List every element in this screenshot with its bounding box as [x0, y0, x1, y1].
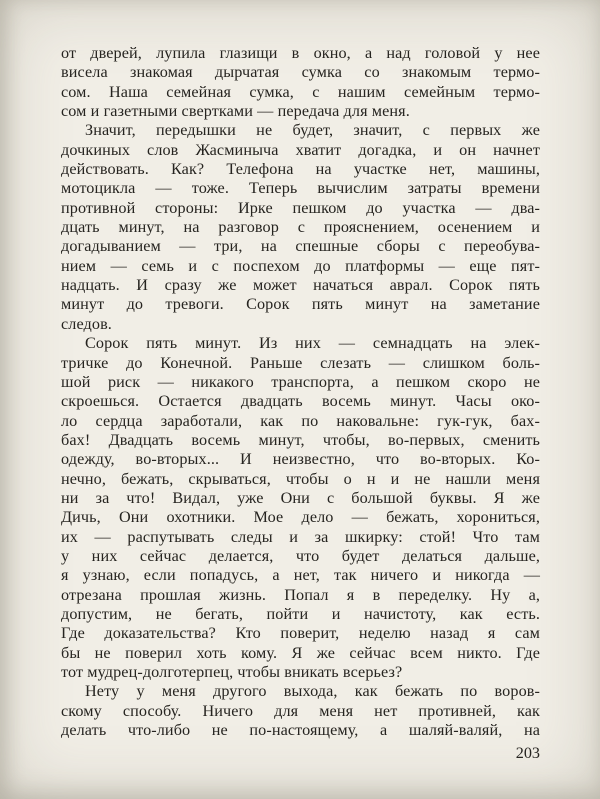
text-line: действовать. Как? Телефона на участке нет, машины,	[61, 160, 540, 179]
text-line: скроешься. Остается двадцать восемь минут. Часы око-	[61, 392, 540, 411]
text-line: Значит, передышки не будет, значит, с первых же	[85, 121, 540, 140]
page-number: 203	[515, 744, 540, 762]
text-line: ло сердца заработали, как по наковальне: гук-гук, бах-	[61, 411, 540, 430]
text-line: у них сейчас делается, что будет делаться дальше,	[61, 546, 540, 565]
paragraph	[61, 682, 540, 740]
text-line: тот мудрец-долготерпец, чтобы вникать всерьез?	[61, 663, 403, 681]
text-line: ни за что! Видал, уже Они с большой буквы. Я же	[61, 488, 540, 507]
text-line: сом. Наша семейная сумка, с нашим семейным термо-	[61, 82, 540, 101]
text-line: следов.	[61, 314, 112, 333]
text-line: одежду, во-вторых... И неизвестно, что во-вторых. Ко-	[61, 450, 540, 469]
text-line: Дичь, Они охотники. Мое дело — бежать, хорониться,	[61, 508, 540, 527]
text-line: дочкиных слов Жасминыча хватит догадка, и он начнет	[61, 140, 540, 159]
text-line: дцать минут, на разговор с прояснением, осенением и	[61, 218, 540, 237]
text-line: нечно, бежать, скрываться, чтобы о н и не нашли меня	[61, 469, 540, 488]
text-line: противной стороны: Ирке пешком до участка — два-	[61, 198, 540, 217]
text-line: отрезана прошлая жизнь. Попал я в переделку. Ну а,	[61, 585, 540, 604]
text-line: делать что-либо не по-настоящему, а шаляй-валяй, на	[61, 721, 540, 740]
text-line: от дверей, лупила глазищи в окно, а над головой у нее	[61, 44, 540, 62]
text-line: Где доказательства? Кто поверит, неделю назад я сам	[61, 624, 540, 643]
text-line: бы не поверил хоть кому. Я же сейчас всем никто. Где	[61, 643, 540, 662]
text-line: тричке до Конечной. Раньше слезать — слишком боль-	[61, 353, 540, 372]
text-line: я узнаю, если попадусь, а нет, так ничего и никогда —	[61, 566, 540, 585]
paragraph	[61, 121, 540, 334]
text-line: надцать. И сразу же может начаться аврал. Сорок пять	[61, 276, 540, 295]
text-block	[61, 44, 540, 740]
text-line: висела знакомая дырчатая сумка со знакомым термо-	[61, 63, 540, 82]
text-line: бах! Двадцать восемь минут, чтобы, во-первых, сменить	[61, 430, 540, 449]
text-line: нием — семь и с поспехом до платформы — еще пят-	[61, 256, 540, 275]
text-line: мотоцикла — тоже. Теперь вычислим затраты времени	[61, 179, 540, 198]
text-line: минут до тревоги. Сорок пять минут на заметание	[61, 295, 540, 314]
text-line: Нету у меня другого выхода, как бежать по воров-	[85, 682, 540, 701]
paragraph	[61, 44, 540, 121]
text-line: шой риск — никакого транспорта, а пешком скоро не	[61, 372, 540, 391]
text-line: Сорок пять минут. Из них — семнадцать на элек-	[85, 334, 540, 353]
text-line: догадыванием — три, на спешные сборы с переобува-	[61, 237, 540, 256]
paragraph	[61, 334, 540, 682]
text-line: их — распутывать следы и за шкирку: стой! Что там	[61, 527, 540, 546]
text-line: допустим, не бегать, пойти и начистоту, как есть.	[61, 604, 540, 623]
text-line: скому способу. Ничего для меня нет противней, как	[61, 701, 540, 720]
text-line: сом и газетными свертками — передача для меня.	[61, 102, 410, 121]
